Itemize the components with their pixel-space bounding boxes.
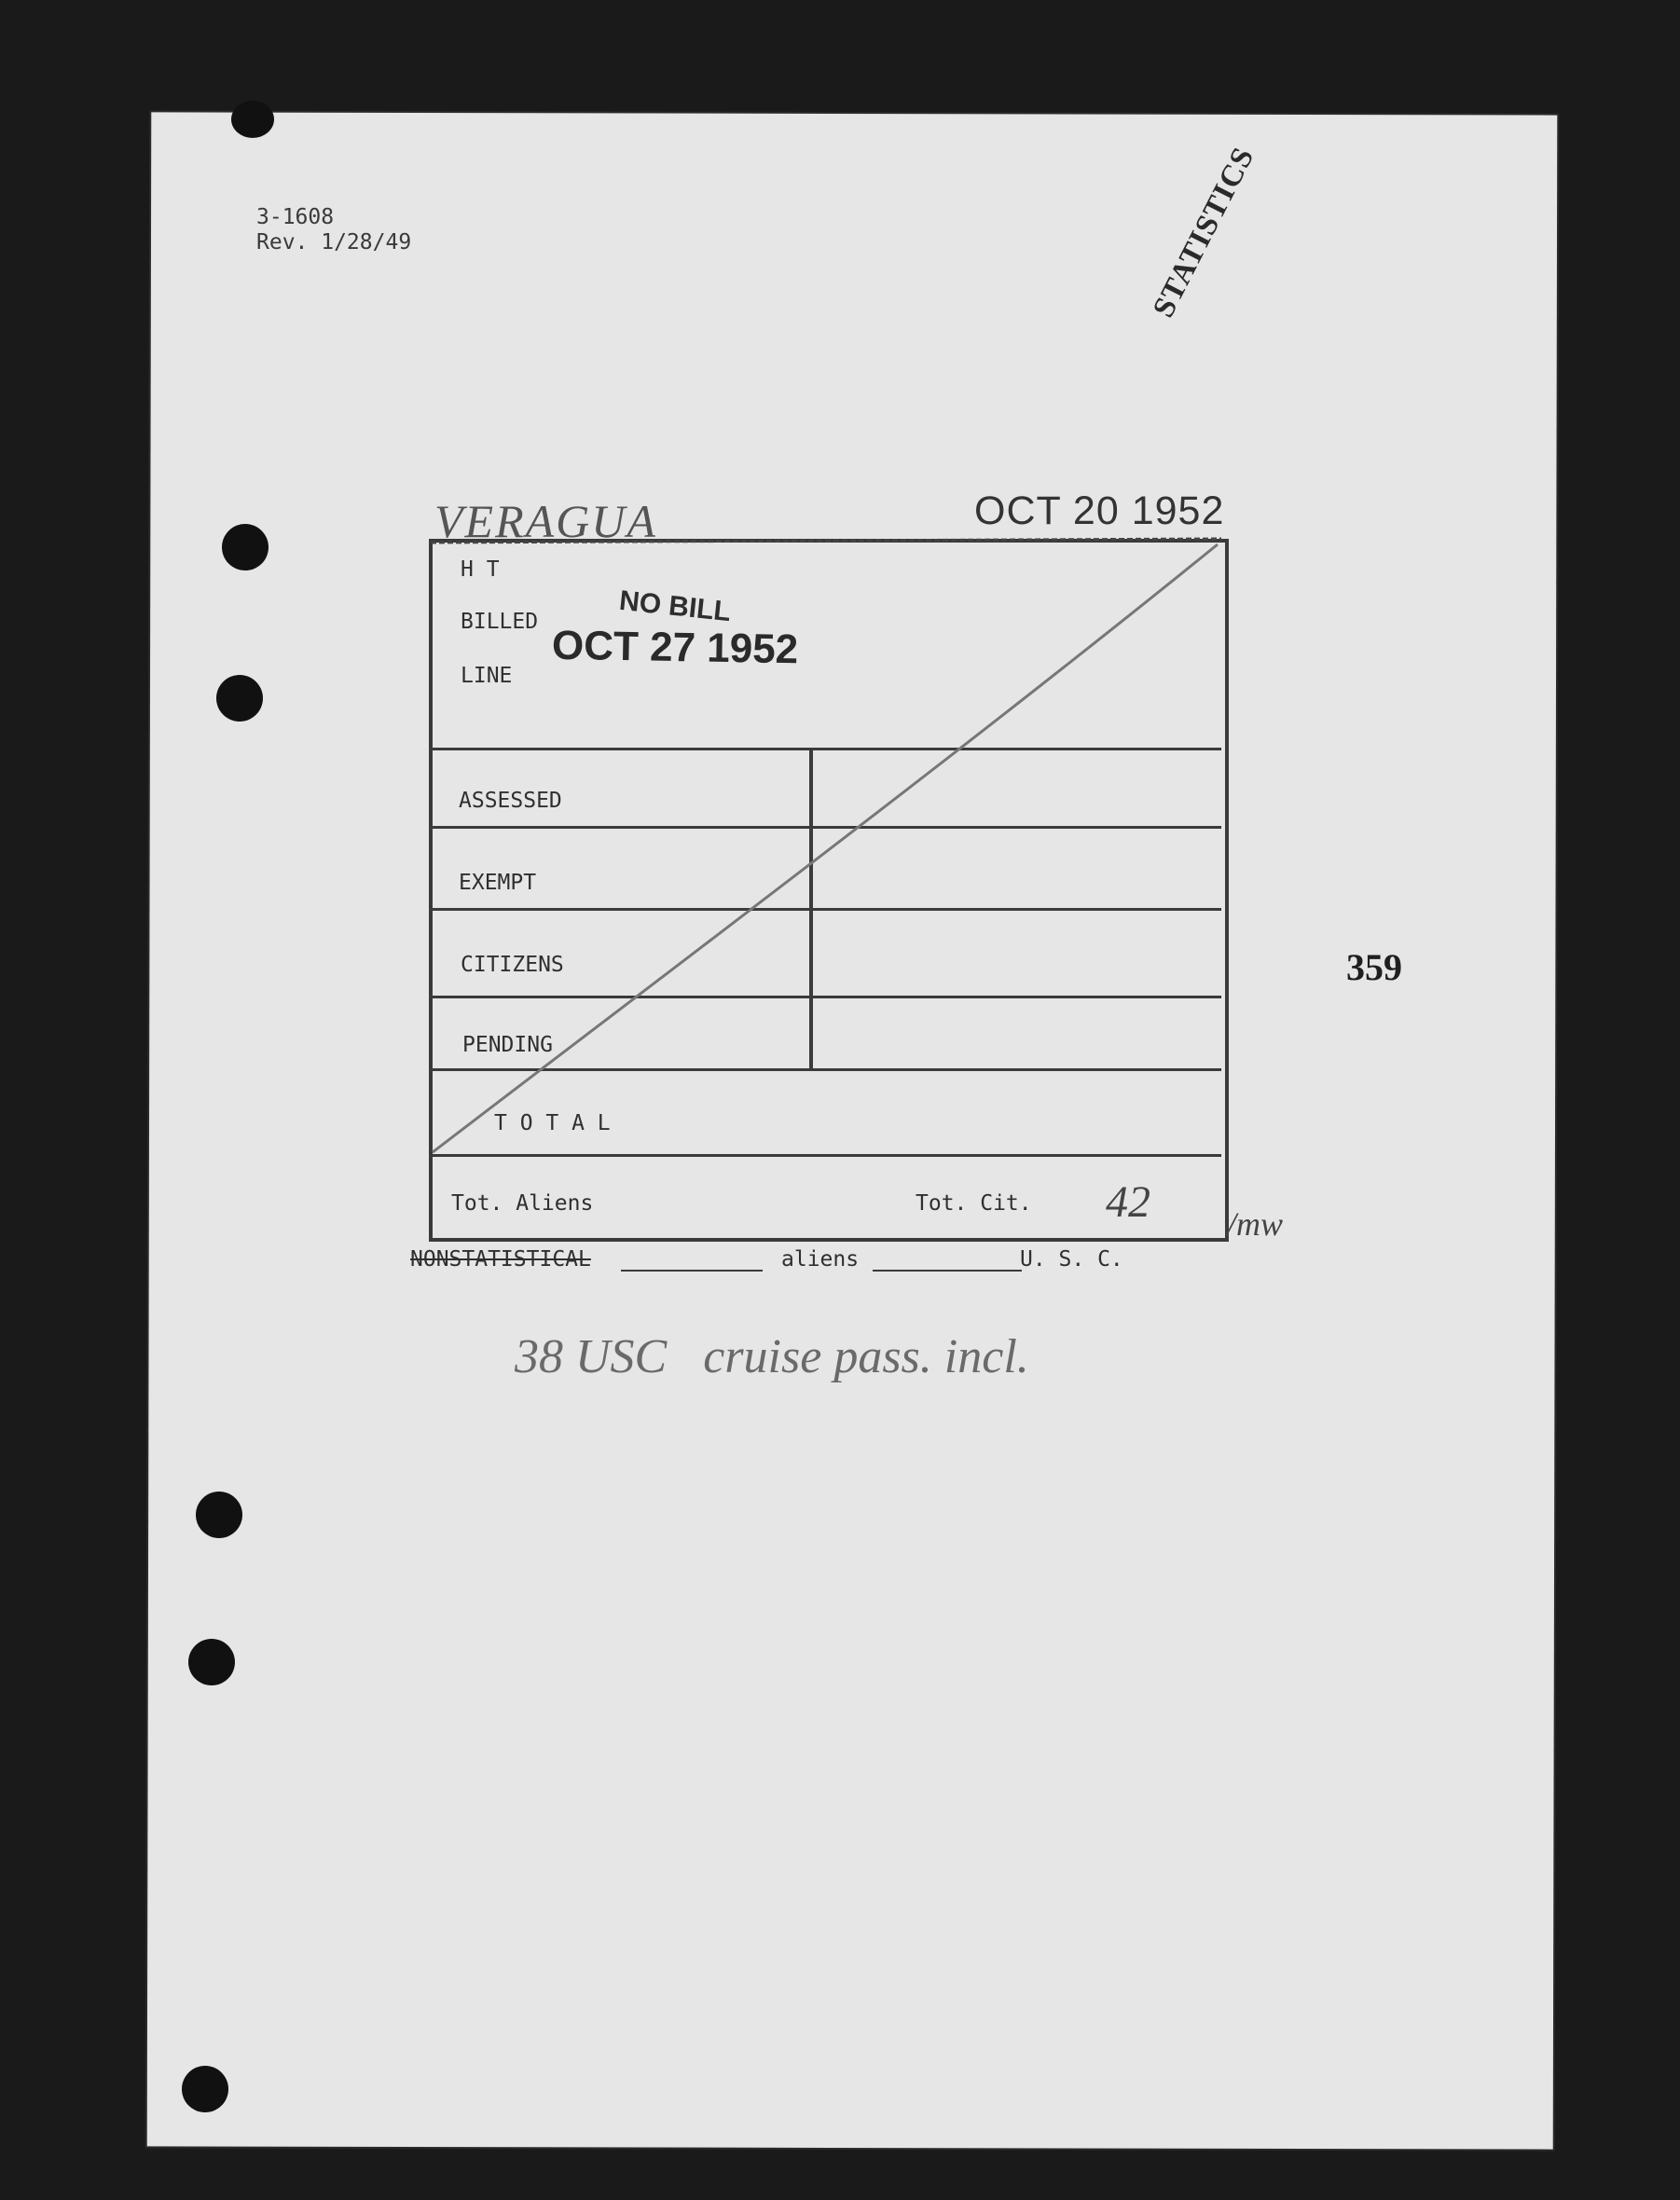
total-aliens-label: Tot. Aliens xyxy=(451,1191,594,1216)
arrival-date: OCT 20 1952 xyxy=(974,488,1225,533)
vessel-name: VERAGUA xyxy=(434,495,657,547)
form-number: 3-1608 xyxy=(256,205,335,229)
row-citizens: CITIZENS xyxy=(461,953,564,977)
total-citizens-value: 42 xyxy=(1106,1177,1150,1227)
row-total: T O T A L xyxy=(494,1111,611,1135)
row-assessed: ASSESSED xyxy=(459,789,562,813)
statistics-stamp: STATISTICS xyxy=(1147,142,1261,323)
form-revision: Rev. 1/28/49 xyxy=(256,230,412,254)
row-pending: PENDING xyxy=(462,1033,553,1057)
label-billed: BILLED xyxy=(461,610,539,634)
page-number: 359 xyxy=(1346,946,1402,988)
usc-label: U. S. C. xyxy=(1020,1247,1123,1272)
row-exempt: EXEMPT xyxy=(459,871,537,895)
aliens-label: aliens xyxy=(781,1247,860,1272)
stamp-date: OCT 27 1952 xyxy=(551,622,799,673)
vessel-underline xyxy=(431,539,1221,543)
label-ht: H T xyxy=(461,557,500,582)
clerk-initials: /mw xyxy=(1227,1205,1284,1243)
label-line: LINE xyxy=(461,664,513,688)
cancel-stroke xyxy=(433,544,1218,1152)
total-citizens-label: Tot. Cit. xyxy=(916,1191,1032,1216)
no-bill-stamp: NO BILL xyxy=(617,584,733,628)
nonstatistical-label: NONSTATISTICAL xyxy=(410,1247,591,1272)
handwritten-note: 38 USC cruise pass. incl. xyxy=(515,1330,1029,1383)
